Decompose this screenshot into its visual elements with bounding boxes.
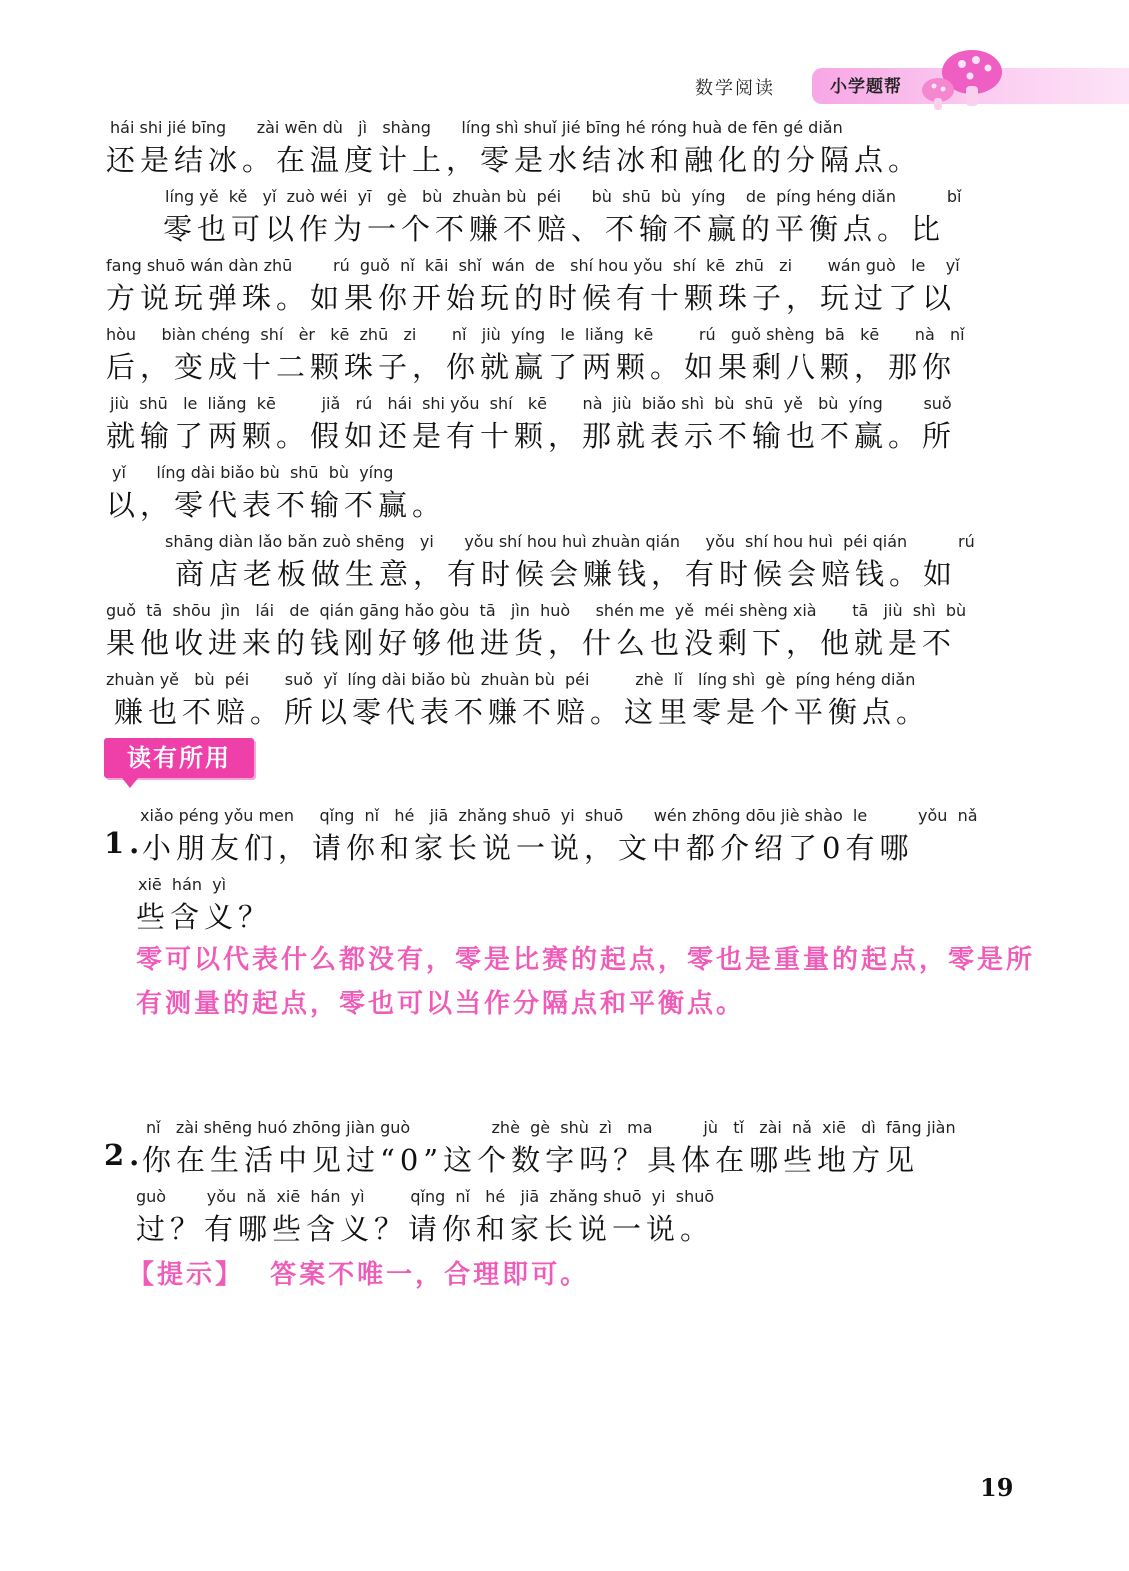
pinyin-line: yǐ líng dài biǎo bù shū bù yíng <box>112 463 394 482</box>
text-line: 零也可以作为一个不赚不赔、不输不赢的平衡点。比 <box>163 212 946 246</box>
pinyin-line: líng yě kě yǐ zuò wéi yī gè bù zhuàn bù péi bù shū bù yíng de píng héng diǎn bǐ <box>165 187 962 206</box>
pinyin-line: guǒ tā shōu jìn lái de qián gāng hǎo gòu tā jìn huò shén me yě méi shèng xià tā jiù shì bù <box>106 601 967 620</box>
pinyin-line: nǐ zài shēng huó zhōng jiàn guò zhè gè shù zì ma jù tǐ zài nǎ xiē dì fāng jiàn <box>146 1118 956 1137</box>
text-line: 还是结冰。在温度计上，零是水结冰和融化的分隔点。 <box>106 143 923 177</box>
answer-text: 零可以代表什么都没有，零是比赛的起点，零也是重量的起点，零是所有测量的起点，零也可以当作分隔点和平衡点。 <box>136 945 1036 1019</box>
pinyin-line: xiǎo péng yǒu men qǐng nǐ hé jiā zhǎng shuō yi shuō wén zhōng dōu jiè shào le yǒu nǎ <box>140 806 978 825</box>
page-header <box>0 64 1129 124</box>
text-line: 赚也不赔。所以零代表不赚不赔。这里零是个平衡点。 <box>114 695 931 729</box>
question-text: 小朋友们，请你和家长说一说，文中都介绍了0有哪 <box>142 831 914 865</box>
question-number: 1. <box>104 826 145 860</box>
column-tag: 小学题帮 <box>830 77 902 97</box>
text-line: 后，变成十二颗珠子，你就赢了两颗。如果剩八颗，那你 <box>106 350 957 384</box>
question-number: 2. <box>104 1138 145 1172</box>
page-number: 19 <box>980 1473 1014 1502</box>
text-line: 商店老板做生意，有时候会赚钱，有时候会赔钱。如 <box>175 557 958 591</box>
text-line: 就输了两颗。假如还是有十颗，那就表示不输也不赢。所 <box>106 419 957 453</box>
pinyin-line: fang shuō wán dàn zhū rú guǒ nǐ kāi shǐ wán de shí hou yǒu shí kē zhū zi wán guò le yǐ <box>106 256 960 275</box>
hint-label: 【提示】 <box>128 1260 245 1290</box>
mushroom-icon <box>912 42 1008 118</box>
book-title: 数学阅读 <box>695 78 775 99</box>
text-line: 以，零代表不输不赢。 <box>106 488 447 522</box>
pinyin-line: zhuàn yě bù péi suǒ yǐ líng dài biǎo bù zhuàn bù péi zhè lǐ líng shì gè píng héng diǎn <box>106 670 916 689</box>
text-line: 方说玩弹珠。如果你开始玩的时候有十颗珠子，玩过了以 <box>106 281 957 315</box>
question-text: 些含义？ <box>136 900 273 934</box>
pinyin-line: shāng diàn lǎo bǎn zuò shēng yi yǒu shí hou huì zhuàn qián yǒu shí hou huì péi qián rú <box>165 532 975 551</box>
text-line: 果他收进来的钱刚好够他进货，什么也没剩下，他就是不 <box>106 626 957 660</box>
section-title-tag: 读有所用 <box>104 738 254 778</box>
pinyin-line: xiē hán yì <box>138 875 227 894</box>
pinyin-line: hòu biàn chéng shí èr kē zhū zi nǐ jiù yíng le liǎng kē rú guǒ shèng bā kē nà nǐ <box>106 325 965 344</box>
question-text: 你在生活中见过“0”这个数字吗？具体在哪些地方见 <box>142 1143 920 1177</box>
pinyin-line: hái shi jié bīng zài wēn dù jì shàng líng shì shuǐ jié bīng hé róng huà de fēn gé diǎn <box>110 118 843 137</box>
pinyin-line: guò yǒu nǎ xiē hán yì qǐng nǐ hé jiā zhǎng shuō yi shuō <box>136 1187 715 1206</box>
hint <box>128 1254 589 1291</box>
pinyin-line: jiù shū le liǎng kē jiǎ rú hái shi yǒu shí kē nà jiù biǎo shì bù shū yě bù yíng suǒ <box>110 394 952 413</box>
question-text: 过？有哪些含义？请你和家长说一说。 <box>136 1212 715 1246</box>
hint-text: 答案不唯一，合理即可。 <box>270 1260 590 1290</box>
